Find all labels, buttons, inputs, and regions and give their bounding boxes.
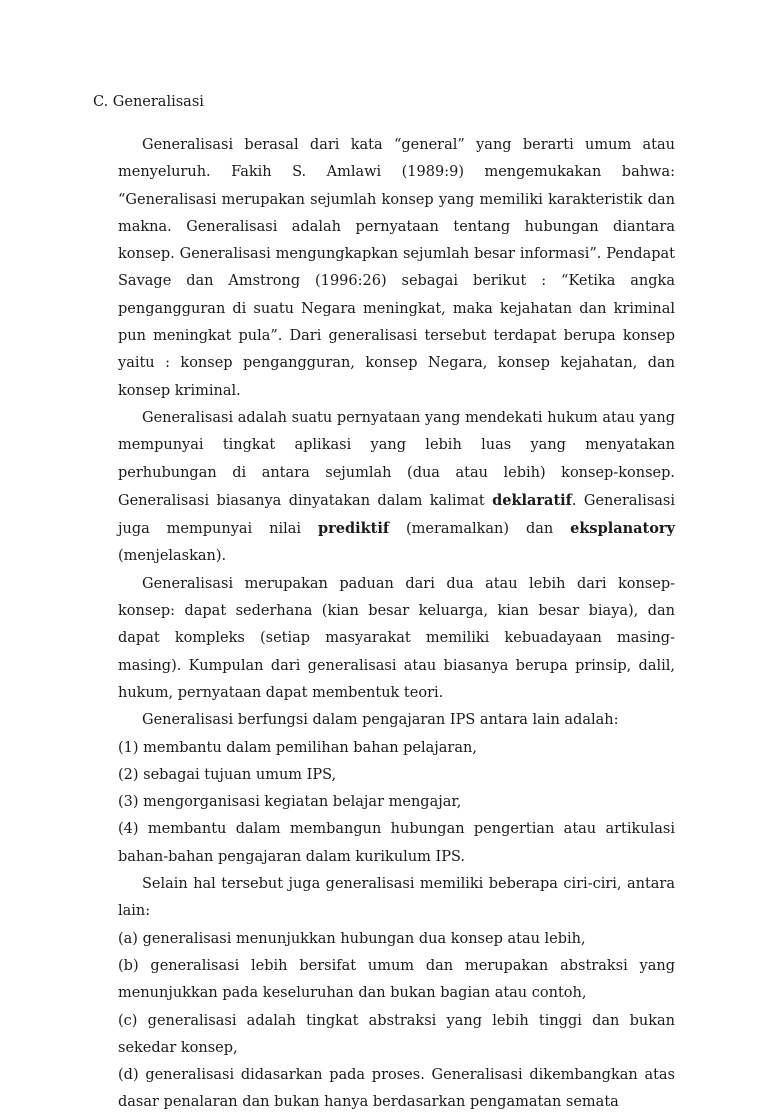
- term-prediktif: prediktif: [317, 520, 390, 538]
- function-item-3: (3) mengorganisasi kegiatan belajar mengajar,: [118, 794, 462, 811]
- document-body: [118, 132, 675, 1117]
- functions-intro: Generalisasi berfungsi dalam pengajaran IPS antara lain adalah:: [142, 712, 619, 729]
- term-eksplanatory: eksplanatory: [570, 520, 675, 538]
- function-item-1: (1) membantu dalam pemilihan bahan pelajaran,: [118, 739, 477, 756]
- paragraph-definition: Generalisasi berasal dari kata “general” yang berarti umum atau menyeluruh. Fakih S. Amlawi (1989:9) mengemukakan bahwa: “Generalisasi merupakan sejumlah konsep yang memiliki karakteristik dan makna. Generalisasi adalah pernyataan tentang hubungan diantara konsep. Generalisasi mengungkapkan sejumlah besar informasi”. Pendapat Savage dan Amstrong (1996:26) sebagai berikut : “Ketika angka pengangguran di suatu Negara meningkat, maka kejahatan dan kriminal pun meningkat pula”. Dari generalisasi tersebut terdapat berupa konsep yaitu : konsep pengangguran, konsep Negara, konsep kejahatan, dan konsep kriminal.: [118, 137, 675, 399]
- traits-intro: Selain hal tersebut juga generalisasi memiliki beberapa ciri-ciri, antara lain:: [118, 876, 675, 920]
- trait-item-d: (d) generalisasi didasarkan pada proses. Generalisasi dikembangkan atas dasar penalaran dan bukan hanya berdasarkan pengamatan semata: [118, 1067, 675, 1111]
- paragraph-composition: Generalisasi merupakan paduan dari dua atau lebih dari konsep-konsep: dapat sederhana (kian besar keluarga, kian besar biaya), dan dapat kompleks (setiap masyarakat memiliki kebuadayaan masing-masing). Kumpulan dari generalisasi atau biasanya berupa prinsip, dalil, hukum, pernyataan dapat membentuk teori.: [118, 575, 675, 701]
- paragraph-statement-text-3: (meramalkan) dan: [389, 521, 571, 538]
- term-deklaratif: deklaratif: [492, 491, 572, 509]
- trait-item-c: (c) generalisasi adalah tingkat abstraksi yang lebih tinggi dan bukan sekedar konsep,: [118, 1012, 675, 1056]
- paragraph-statement: [118, 405, 675, 571]
- paragraph-statement-text-2: . Generalisasi juga mempunyai nilai: [118, 492, 675, 538]
- trait-item-b: (b) generalisasi lebih bersifat umum dan merupakan abstraksi yang menunjukkan pada keseluruhan dan bukan bagian atau contoh,: [118, 957, 675, 1002]
- trait-item-a: (a) generalisasi menunjukkan hubungan dua konsep atau lebih,: [118, 930, 586, 947]
- paragraph-statement-text-4: (menjelaskan).: [118, 548, 227, 565]
- function-item-4: (4) membantu dalam membangun hubungan pengertian atau artikulasi bahan-bahan pengajaran dalam kurikulum IPS.: [118, 821, 675, 865]
- section-heading: C. Generalisasi: [93, 94, 204, 110]
- function-item-2: (2) sebagai tujuan umum IPS,: [118, 766, 337, 783]
- paragraph-statement-text-1: Generalisasi adalah suatu pernyataan yang mendekati hukum atau yang mempunyai tingkat aplikasi yang lebih luas yang menyatakan perhubungan di antara sejumlah (dua atau lebih) konsep-konsep. Generalisasi biasanya dinyatakan dalam kalimat: [118, 409, 675, 509]
